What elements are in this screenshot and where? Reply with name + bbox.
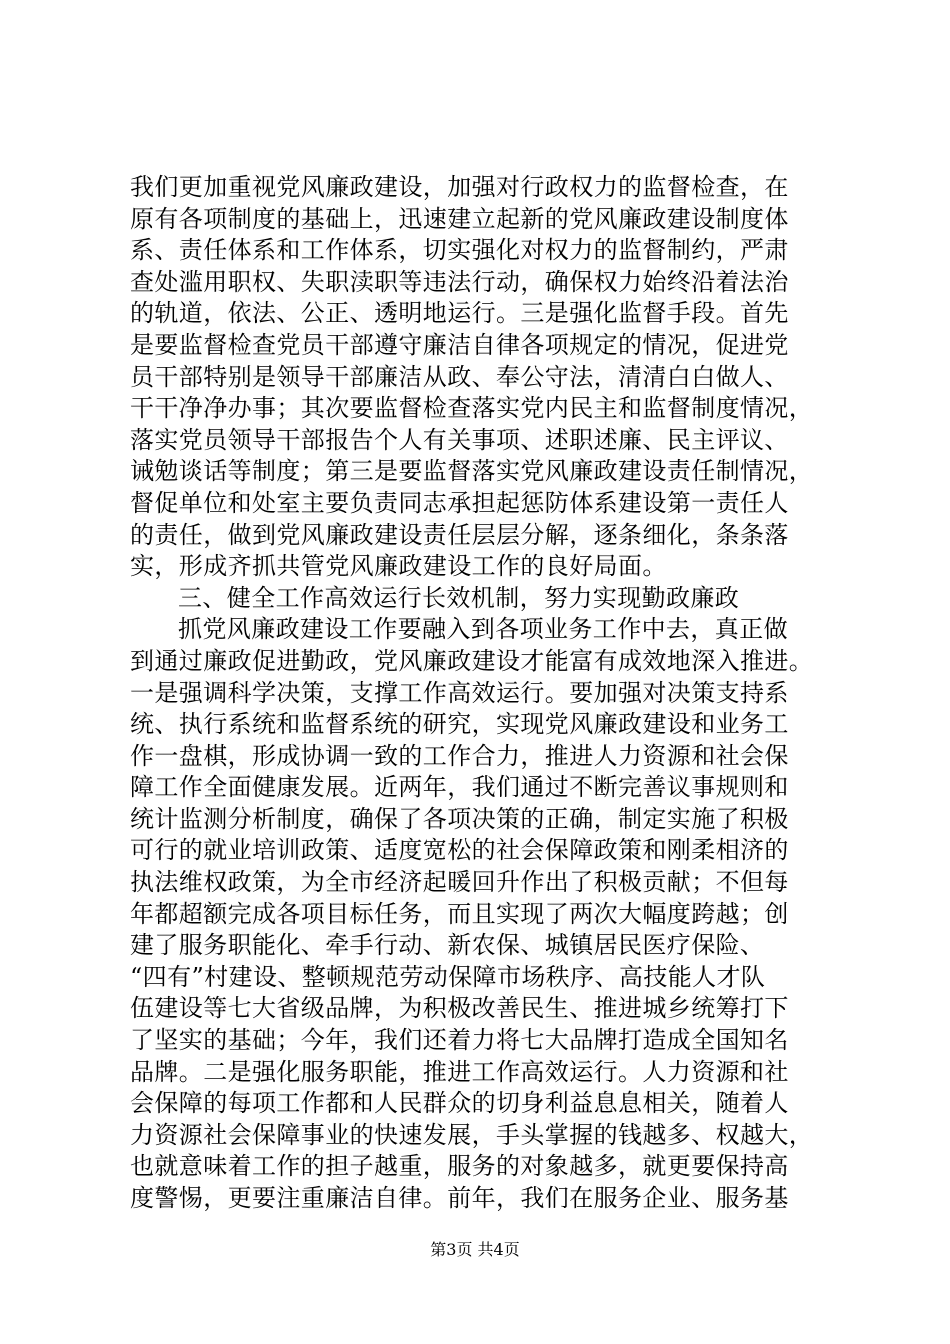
page-footer: 第3页 共4页	[430, 1240, 520, 1259]
text-line: 督促单位和处室主要负责同志承担起惩防体系建设第一责任人	[130, 488, 789, 517]
body-text	[130, 172, 830, 1215]
text-line: 我们更加重视党风廉政建设，加强对行政权力的监督检查，在	[130, 173, 789, 201]
text-line: 年都超额完成各项目标任务，而且实现了两次大幅度跨越；创	[130, 899, 789, 928]
text-line: 执法维权政策，为全市经济起暖回升作出了积极贡献；不但每	[130, 868, 789, 897]
text-line: 度警惕，更要注重廉洁自律。前年，我们在服务企业、服务基	[130, 1184, 789, 1212]
text-line: 品牌。二是强化服务职能，推进工作高效运行。人力资源和社	[130, 1057, 789, 1086]
text-line: 伍建设等七大省级品牌，为积极改善民生、推进城乡统筹打下	[130, 994, 789, 1023]
text-line: 会保障的每项工作都和人民群众的切身利益息息相关，随着人	[130, 1089, 789, 1118]
text-line: 三、健全工作高效运行长效机制，努力实现勤政廉政	[178, 583, 740, 612]
text-line: 障工作全面健康发展。近两年，我们通过不断完善议事规则和	[130, 773, 789, 802]
text-line: 统计监测分析制度，确保了各项决策的正确，制定实施了积极	[130, 804, 789, 833]
text-line: 原有各项制度的基础上，迅速建立起新的党风廉政建设制度体	[130, 204, 789, 233]
text-line: 诫勉谈话等制度；第三是要监督落实党风廉政建设责任制情况，	[130, 457, 814, 486]
text-line: 查处滥用职权、失职渎职等违法行动，确保权力始终沿着法治	[130, 267, 789, 296]
text-line: 的责任，做到党风廉政建设责任层层分解，逐条细化，条条落	[130, 520, 789, 549]
text-line: 作一盘棋，形成协调一致的工作合力，推进人力资源和社会保	[130, 741, 789, 770]
text-line: 实，形成齐抓共管党风廉政建设工作的良好局面。	[130, 552, 667, 581]
text-line: 建了服务职能化、牵手行动、新农保、城镇居民医疗保险、	[130, 931, 765, 960]
text-line: 统、执行系统和监督系统的研究，实现党风廉政建设和业务工	[130, 710, 789, 739]
text-line: 是要监督检查党员干部遵守廉洁自律各项规定的情况，促进党	[130, 330, 789, 359]
text-line: 抓党风廉政建设工作要融入到各项业务工作中去，真正做	[178, 615, 788, 644]
text-line: 的轨道，依法、公正、透明地运行。三是强化监督手段。首先	[130, 299, 789, 328]
text-line: 到通过廉政促进勤政，党风廉政建设才能富有成效地深入推进。	[130, 646, 814, 675]
text-line: 员干部特别是领导干部廉洁从政、奉公守法，清清白白做人、	[130, 362, 789, 391]
text-line: 可行的就业培训政策、适度宽松的社会保障政策和刚柔相济的	[130, 836, 789, 865]
text-line: 系、责任体系和工作体系，切实强化对权力的监督制约，严肃	[130, 236, 789, 265]
text-line: 干干净净办事；其次要监督检查落实党内民主和监督制度情况，	[130, 394, 814, 423]
text-line: 一是强调科学决策，支撑工作高效运行。要加强对决策支持系	[130, 678, 789, 707]
text-line: 落实党员领导干部报告个人有关事项、述职述廉、民主评议、	[130, 425, 789, 454]
text-line: 了坚实的基础；今年，我们还着力将七大品牌打造成全国知名	[130, 1026, 789, 1055]
text-line: 力资源社会保障事业的快速发展，手头掌握的钱越多、权越大，	[130, 1120, 814, 1149]
text-line: “四有”村建设、整顿规范劳动保障市场秩序、高技能人才队	[130, 962, 766, 991]
text-line: 也就意味着工作的担子越重，服务的对象越多，就更要保持高	[130, 1152, 789, 1181]
